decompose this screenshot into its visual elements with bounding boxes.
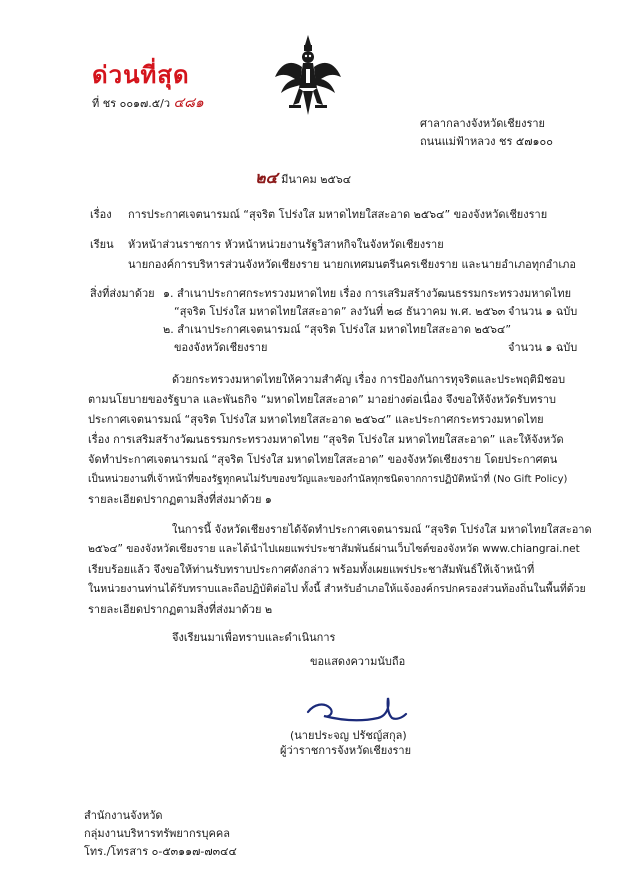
para2-line-2: ๒๕๖๔” ของจังหวัดเชียงราย และได้นำไปเผยแพร่ประชาสัมพันธ์ผ่านเว็บไซต์ของจังหวัด www.chiangrai.net — [88, 543, 580, 555]
subject-text: การประกาศเจตนารมณ์ “สุจริต โปร่งใส มหาดไทยใสสะอาด ๒๕๖๔” ของจังหวัดเชียงราย — [128, 208, 548, 221]
date-day-handwritten: ๒๔ — [255, 168, 278, 187]
para1-line-1: ด้วยกระทรวงมหาดไทยให้ความสำคัญ เรื่อง การป้องกันการทุจริตและประพฤติมิชอบ — [172, 373, 566, 386]
signer-name: (นายประจญ ปรัชญ์สกุล) — [290, 729, 407, 742]
address-line-1: ศาลากลางจังหวัดเชียงราย — [420, 117, 545, 130]
subject-label: เรื่อง — [90, 208, 112, 221]
para3-text: จึงเรียนมาเพื่อทราบและดำเนินการ — [172, 631, 336, 644]
para2-line-4: ในหน่วยงานท่านได้รับทราบและถือปฏิบัติต่อไป ทั้งนี้ สำหรับอำเภอให้แจ้งองค์กรปกครองส่วนท้องถิ่นในพื้นที่ด้วย — [88, 583, 586, 595]
footer-phone: โทร./โทรสาร ๐-๕๓๑๑๗-๗๓๔๔ — [84, 845, 237, 858]
recipient-line-1: หัวหน้าส่วนราชการ หัวหน้าหน่วยงานรัฐวิสาหกิจในจังหวัดเชียงราย — [128, 238, 444, 251]
para2-line-3: เรียบร้อยแล้ว จึงขอให้ท่านรับทราบประกาศดังกล่าว พร้อมทั้งเผยแพร่ประชาสัมพันธ์ให้เจ้าหน้าที่ — [88, 563, 535, 576]
date-month-year: มีนาคม ๒๕๖๔ — [281, 173, 352, 186]
closing-phrase: ขอแสดงความนับถือ — [310, 655, 406, 668]
recipient-line-2: นายกองค์การบริหารส่วนจังหวัดเชียงราย นายกเทศมนตรีนครเชียงราย และนายอำเภอทุกอำเภอ — [128, 258, 577, 271]
enclosure-2-quantity: จำนวน ๑ ฉบับ — [508, 341, 578, 354]
enclosure-1-line-2: “สุจริต โปร่งใส มหาดไทยใสสะอาด” ลงวันที่ ๒๘ ธันวาคม พ.ศ. ๒๕๖๓ — [174, 305, 506, 318]
para1-line-6: เป็นหน่วยงานที่เจ้าหน้าที่ของรัฐทุกคนไม่รับของขวัญและของกำนัลทุกชนิดจากการปฏิบัติหน้าที่ (No Gift Policy) — [88, 474, 568, 485]
para1-line-2: ตามนโยบายของรัฐบาล และพันธกิจ “มหาดไทยใสสะอาด” มาอย่างต่อเนื่อง จึงขอให้จังหวัดรับทราบ — [88, 393, 557, 406]
handwritten-signature-icon — [300, 688, 410, 728]
para1-line-4: เรื่อง การเสริมสร้างวัฒนธรรมกระทรวงมหาดไทย “สุจริต โปร่งใส มหาดไทยใสสะอาด” และให้จังหวัด — [88, 433, 564, 446]
garuda-emblem-icon — [273, 33, 343, 123]
enclosure-2-line-2: ของจังหวัดเชียงราย — [174, 341, 268, 354]
para2-line-1: ในการนี้ จังหวัดเชียงรายได้จัดทำประกาศเจตนารมณ์ “สุจริต โปร่งใส มหาดไทยใสสะอาด — [172, 523, 592, 536]
para1-line-7: รายละเอียดปรากฏตามสิ่งที่ส่งมาด้วย ๑ — [88, 493, 272, 506]
footer-office: สำนักงานจังหวัด — [84, 809, 163, 822]
document-number-handwritten: ๔๘๑ — [173, 95, 204, 111]
urgency-stamp: ด่วนที่สุด — [92, 60, 190, 89]
sender-address — [420, 115, 553, 151]
enclosure-2-line-1: ๒. สำเนาประกาศเจตนารมณ์ “สุจริต โปร่งใส มหาดไทยใสสะอาด ๒๕๖๔” — [163, 323, 512, 336]
footer-division: กลุ่มงานบริหารทรัพยากรบุคคล — [84, 827, 230, 840]
enclosures-label: สิ่งที่ส่งมาด้วย — [90, 287, 155, 300]
enclosure-1-quantity: จำนวน ๑ ฉบับ — [508, 305, 578, 318]
para1-line-3: ประกาศเจตนารมณ์ “สุจริต โปร่งใส มหาดไทยใสสะอาด ๒๕๖๔” และประกาศกระทรวงมหาดไทย — [88, 413, 544, 426]
document-number — [92, 96, 204, 111]
document-date — [255, 170, 351, 187]
address-line-2: ถนนแม่ฟ้าหลวง ชร ๕๗๑๐๐ — [420, 135, 553, 148]
recipient-label: เรียน — [90, 238, 114, 251]
document-number-prefix: ที่ ชร ๐๐๑๗.๕/ว — [92, 97, 171, 110]
para1-line-5: จัดทำประกาศเจตนารมณ์ “สุจริต โปร่งใส มหาดไทยใสสะอาด” ของจังหวัดเชียงราย โดยประกาศตน — [88, 453, 558, 466]
para2-line-5: รายละเอียดปรากฏตามสิ่งที่ส่งมาด้วย ๒ — [88, 603, 273, 616]
enclosure-1-line-1: ๑. สำเนาประกาศกระทรวงมหาดไทย เรื่อง การเสริมสร้างวัฒนธรรมกระทรวงมหาดไทย — [163, 287, 572, 300]
signer-position: ผู้ว่าราชการจังหวัดเชียงราย — [280, 744, 412, 757]
